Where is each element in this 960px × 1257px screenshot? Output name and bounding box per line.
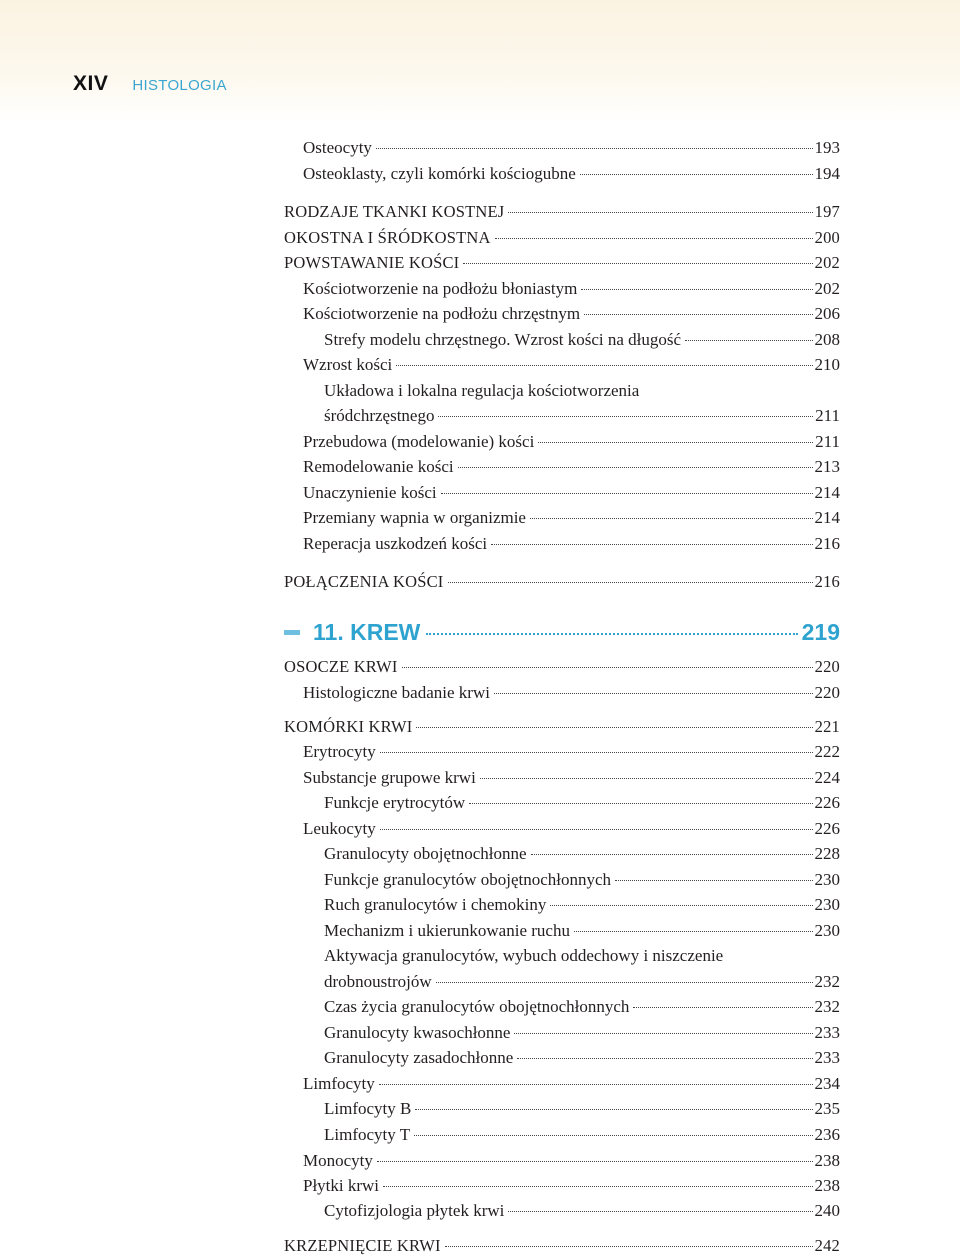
dot-leader [491, 544, 812, 545]
toc-subentry[interactable] [324, 920, 840, 942]
toc-entry-page: 232 [814, 997, 840, 1016]
toc-entry-label: OSOCZE KRWI [284, 657, 398, 676]
dot-leader [415, 1109, 812, 1110]
toc-entry-page: 238 [814, 1176, 840, 1195]
book-title: HISTOLOGIA [132, 77, 227, 94]
toc-entry-page: 211 [815, 406, 840, 425]
toc-entry-label: POŁĄCZENIA KOŚCI [284, 572, 444, 591]
toc-entry-label: OKOSTNA I ŚRÓDKOSTNA [284, 228, 491, 247]
toc-subentry[interactable] [324, 1124, 840, 1146]
toc-entry[interactable] [303, 278, 840, 300]
toc-entry-page: 240 [814, 1201, 840, 1220]
toc-entry-label: Erytrocyty [303, 742, 376, 761]
toc-subentry[interactable] [324, 894, 840, 916]
toc-entry-page: 216 [814, 534, 840, 553]
toc-subentry[interactable] [324, 1200, 840, 1222]
toc-entry-page: 220 [814, 657, 840, 676]
toc-entry[interactable] [303, 303, 840, 325]
toc-entry-page: 230 [814, 895, 840, 914]
dot-leader [574, 931, 813, 932]
dot-leader [495, 238, 813, 239]
toc-entry-label: Czas życia granulocytów obojętnochłonnych [324, 997, 630, 1016]
toc-entry[interactable] [303, 137, 840, 159]
dot-leader [441, 493, 813, 494]
dot-leader [530, 518, 813, 519]
toc-entry-page: 200 [814, 228, 840, 247]
toc-entry-page: 242 [814, 1236, 840, 1255]
toc-entry-label: Substancje grupowe krwi [303, 768, 476, 787]
toc-entry-label: Histologiczne badanie krwi [303, 683, 490, 702]
toc-entry-page: 230 [814, 921, 840, 940]
dot-leader [463, 263, 812, 264]
toc-entry-label: Granulocyty zasadochłonne [324, 1048, 514, 1067]
toc-entry-page: 235 [814, 1099, 840, 1118]
toc-subentry[interactable] [324, 1098, 840, 1120]
toc-entry-label: KRZEPNIĘCIE KRWI [284, 1236, 441, 1255]
toc-entry-page: 222 [814, 742, 840, 761]
toc-entry-label: Granulocyty obojętnochłonne [324, 844, 527, 863]
toc-entry-page: 197 [814, 202, 840, 221]
toc-section-entry[interactable] [284, 252, 840, 274]
dot-leader [458, 467, 813, 468]
toc-entry-label: Płytki krwi [303, 1176, 380, 1195]
toc-subentry[interactable] [324, 1047, 840, 1069]
toc-entry[interactable] [303, 1150, 840, 1172]
dot-leader [517, 1058, 812, 1059]
toc-subentry[interactable] [324, 792, 840, 814]
toc-entry-label: Kościotworzenie na podłożu błoniastym [303, 279, 578, 298]
toc-subentry[interactable] [324, 405, 840, 427]
toc-entry-label: RODZAJE TKANKI KOSTNEJ [284, 202, 505, 221]
toc-entry-label: Remodelowanie kości [303, 457, 454, 476]
toc-subentry[interactable] [324, 996, 840, 1018]
dot-leader [380, 752, 813, 753]
toc-entry[interactable] [303, 682, 840, 704]
toc-entry[interactable] [303, 431, 840, 453]
dot-leader [514, 1033, 812, 1034]
dot-leader [414, 1135, 812, 1136]
toc-entry-label: Mechanizm i ukierunkowanie ruchu [324, 921, 570, 940]
toc-entry[interactable] [303, 741, 840, 763]
dot-leader [469, 803, 812, 804]
toc-entry-label: Osteocyty [303, 138, 372, 157]
dot-leader [376, 148, 813, 149]
dot-leader [396, 365, 812, 366]
toc-entry-page: 233 [814, 1048, 840, 1067]
dot-leader [550, 905, 812, 906]
toc-entry-label: POWSTAWANIE KOŚCI [284, 253, 460, 272]
dot-leader [531, 854, 813, 855]
toc-entry-label: Przebudowa (modelowanie) kości [303, 432, 535, 451]
dot-leader [380, 829, 813, 830]
toc-entry-label: Ruch granulocytów i chemokiny [324, 895, 547, 914]
toc-entry-page: 230 [814, 870, 840, 889]
toc-entry-page: 214 [814, 508, 840, 527]
toc-entry-label: Kościotworzenie na podłożu chrzęstnym [303, 304, 581, 323]
dot-leader [508, 1211, 812, 1212]
toc-subentry[interactable] [324, 869, 840, 891]
toc-entry-page: 238 [814, 1151, 840, 1170]
toc-entry-page: 193 [814, 138, 840, 157]
toc-chapter-entry[interactable] [284, 618, 840, 646]
toc-entry-label: Funkcje erytrocytów [324, 793, 466, 812]
dot-leader [379, 1084, 813, 1085]
dot-leader [438, 416, 813, 417]
toc-entry-page: 213 [814, 457, 840, 476]
toc-entry-page: 202 [814, 279, 840, 298]
toc-entry-label: Limfocyty [303, 1074, 375, 1093]
toc-entry[interactable] [303, 482, 840, 504]
dot-leader [581, 289, 812, 290]
dot-leader [426, 633, 797, 635]
toc-entry-label: drobnoustrojów [324, 972, 432, 991]
toc-entry[interactable] [303, 767, 840, 789]
toc-entry[interactable] [303, 1073, 840, 1095]
dot-leader [580, 174, 813, 175]
toc-entry-page: 226 [814, 793, 840, 812]
toc-section-entry[interactable] [284, 1235, 840, 1257]
toc-entry-label: Wzrost kości [303, 355, 393, 374]
toc-entry[interactable] [303, 1175, 840, 1197]
toc-entry-page: 211 [815, 432, 840, 451]
chapter-page: 219 [801, 619, 840, 645]
dot-leader [445, 1246, 813, 1247]
toc-subentry[interactable] [324, 843, 840, 865]
toc-entry-label: Osteoklasty, czyli komórki kościogubne [303, 164, 576, 183]
toc-entry-page: 194 [814, 164, 840, 183]
toc-entry-page: 236 [814, 1125, 840, 1144]
dot-leader [633, 1007, 812, 1008]
dot-leader [584, 314, 812, 315]
toc-entry-label: Granulocyty kwasochłonne [324, 1023, 511, 1042]
toc-entry-page: 210 [814, 355, 840, 374]
toc-entry[interactable] [303, 354, 840, 376]
dot-leader [615, 880, 812, 881]
dot-leader [508, 212, 812, 213]
dot-leader [494, 693, 813, 694]
toc-entry-page: 206 [814, 304, 840, 323]
dot-leader [448, 582, 813, 583]
toc-entry-label: Reperacja uszkodzeń kości [303, 534, 488, 553]
page-number: XIV [73, 72, 109, 95]
toc-entry-label: Leukocyty [303, 819, 376, 838]
toc-entry[interactable] [303, 163, 840, 185]
toc-entry-page: 216 [814, 572, 840, 591]
toc-entry-label: śródchrzęstnego [324, 406, 435, 425]
toc-section-entry[interactable] [284, 571, 840, 593]
toc-entry-page: 228 [814, 844, 840, 863]
toc-entry-label: Limfocyty T [324, 1125, 411, 1144]
toc-entry-label: Unaczynienie kości [303, 483, 437, 502]
dot-leader [383, 1186, 812, 1187]
toc-entry[interactable] [303, 456, 840, 478]
toc-entry-label: Funkcje granulocytów obojętnochłonnych [324, 870, 612, 889]
toc-entry-page: 233 [814, 1023, 840, 1042]
toc-entry-label-line1: Układowa i lokalna regulacja kościotworzenia [324, 381, 640, 400]
dot-leader [685, 340, 812, 341]
toc-entry-label: KOMÓRKI KRWI [284, 717, 413, 736]
toc-entry-label-line1: Aktywacja granulocytów, wybuch oddechowy i niszczenie [324, 946, 724, 965]
dot-leader [436, 982, 813, 983]
toc-entry-label: Strefy modelu chrzęstnego. Wzrost kości na długość [324, 330, 682, 349]
dot-leader [416, 727, 812, 728]
toc-subentry[interactable] [324, 329, 840, 351]
toc-section-entry[interactable] [284, 656, 840, 678]
toc-entry-page: 214 [814, 483, 840, 502]
toc-section-entry[interactable] [284, 201, 840, 223]
toc-entry-page: 202 [814, 253, 840, 272]
toc-entry-page: 234 [814, 1074, 840, 1093]
dot-leader [377, 1161, 813, 1162]
toc-entry-page: 224 [814, 768, 840, 787]
toc-entry-page: 232 [814, 972, 840, 991]
toc-entry[interactable] [303, 818, 840, 840]
toc-section-entry[interactable] [284, 716, 840, 738]
toc-entry-label: Monocyty [303, 1151, 373, 1170]
dot-leader [402, 667, 813, 668]
dot-leader [480, 778, 813, 779]
toc-entry-label: Limfocyty B [324, 1099, 412, 1118]
toc-entry-page: 221 [814, 717, 840, 736]
toc-entry-page: 220 [814, 683, 840, 702]
chapter-marker-icon [284, 630, 300, 635]
toc-entry-label: Cytofizjologia płytek krwi [324, 1201, 505, 1220]
toc-entry[interactable] [303, 533, 840, 555]
toc-entry[interactable] [303, 507, 840, 529]
toc-subentry[interactable] [324, 971, 840, 993]
toc-entry-page: 226 [814, 819, 840, 838]
toc-subentry[interactable] [324, 1022, 840, 1044]
dot-leader [538, 442, 813, 443]
toc-section-entry[interactable] [284, 227, 840, 249]
toc-entry-page: 208 [814, 330, 840, 349]
toc-entry-label: Przemiany wapnia w organizmie [303, 508, 526, 527]
chapter-title: 11. KREW [313, 619, 421, 645]
